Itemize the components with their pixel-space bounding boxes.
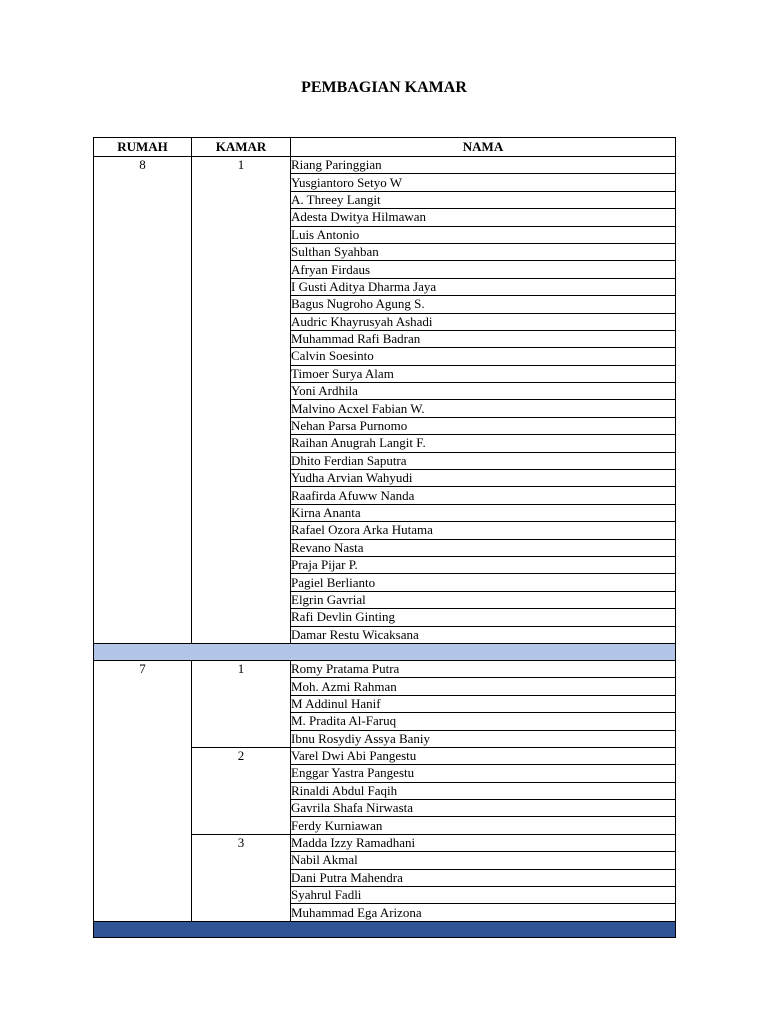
- nama-cell: Calvin Soesinto: [291, 348, 676, 365]
- nama-cell: Elgrin Gavrial: [291, 591, 676, 608]
- house-separator-cell: [94, 921, 676, 937]
- house-separator-row: [94, 643, 676, 660]
- nama-cell: Damar Restu Wicaksana: [291, 626, 676, 643]
- nama-cell: M. Pradita Al-Faruq: [291, 713, 676, 730]
- nama-cell: Dhito Ferdian Saputra: [291, 452, 676, 469]
- nama-cell: Adesta Dwitya Hilmawan: [291, 209, 676, 226]
- nama-cell: Raihan Anugrah Langit F.: [291, 435, 676, 452]
- nama-cell: Rafi Devlin Ginting: [291, 609, 676, 626]
- house-separator-row: [94, 921, 676, 937]
- nama-cell: Enggar Yastra Pangestu: [291, 765, 676, 782]
- nama-cell: Raafirda Afuww Nanda: [291, 487, 676, 504]
- nama-cell: Yusgiantoro Setyo W: [291, 174, 676, 191]
- nama-cell: Muhammad Rafi Badran: [291, 330, 676, 347]
- nama-cell: Nabil Akmal: [291, 852, 676, 869]
- nama-cell: Varel Dwi Abi Pangestu: [291, 747, 676, 764]
- nama-cell: Sulthan Syahban: [291, 243, 676, 260]
- header-kamar: KAMAR: [192, 138, 291, 157]
- nama-cell: Timoer Surya Alam: [291, 365, 676, 382]
- nama-cell: Pagiel Berlianto: [291, 574, 676, 591]
- page-title: PEMBAGIAN KAMAR: [301, 79, 467, 96]
- nama-cell: Yoni Ardhila: [291, 383, 676, 400]
- kamar-cell: 1: [192, 660, 291, 747]
- header-nama: NAMA: [291, 138, 676, 157]
- nama-cell: Praja Pijar P.: [291, 556, 676, 573]
- kamar-cell: 1: [192, 157, 291, 644]
- room-assignment-table: [93, 137, 676, 938]
- nama-cell: Audric Khayrusyah Ashadi: [291, 313, 676, 330]
- nama-cell: Ibnu Rosydiy Assya Baniy: [291, 730, 676, 747]
- nama-cell: Revano Nasta: [291, 539, 676, 556]
- nama-cell: Riang Paringgian: [291, 157, 676, 174]
- nama-cell: Malvino Acxel Fabian W.: [291, 400, 676, 417]
- rumah-cell: 7: [94, 660, 192, 921]
- nama-cell: Kirna Ananta: [291, 504, 676, 521]
- nama-cell: Madda Izzy Ramadhani: [291, 834, 676, 851]
- table-row: [94, 660, 676, 677]
- nama-cell: Rinaldi Abdul Faqih: [291, 782, 676, 799]
- nama-cell: Afryan Firdaus: [291, 261, 676, 278]
- nama-cell: Moh. Azmi Rahman: [291, 678, 676, 695]
- nama-cell: Bagus Nugroho Agung S.: [291, 296, 676, 313]
- nama-cell: Luis Antonio: [291, 226, 676, 243]
- nama-cell: A. Threey Langit: [291, 191, 676, 208]
- house-separator-cell: [94, 643, 676, 660]
- table-header-row: [94, 138, 676, 157]
- nama-cell: Muhammad Ega Arizona: [291, 904, 676, 921]
- nama-cell: Romy Pratama Putra: [291, 660, 676, 677]
- nama-cell: Dani Putra Mahendra: [291, 869, 676, 886]
- kamar-cell: 3: [192, 834, 291, 921]
- table-body: [94, 157, 676, 938]
- rumah-cell: 8: [94, 157, 192, 644]
- nama-cell: I Gusti Aditya Dharma Jaya: [291, 278, 676, 295]
- kamar-cell: 2: [192, 747, 291, 834]
- nama-cell: Syahrul Fadli: [291, 887, 676, 904]
- header-rumah: RUMAH: [94, 138, 192, 157]
- nama-cell: Rafael Ozora Arka Hutama: [291, 522, 676, 539]
- nama-cell: Yudha Arvian Wahyudi: [291, 470, 676, 487]
- table-row: [94, 157, 676, 174]
- nama-cell: M Addinul Hanif: [291, 695, 676, 712]
- nama-cell: Gavrila Shafa Nirwasta: [291, 800, 676, 817]
- nama-cell: Ferdy Kurniawan: [291, 817, 676, 834]
- nama-cell: Nehan Parsa Purnomo: [291, 417, 676, 434]
